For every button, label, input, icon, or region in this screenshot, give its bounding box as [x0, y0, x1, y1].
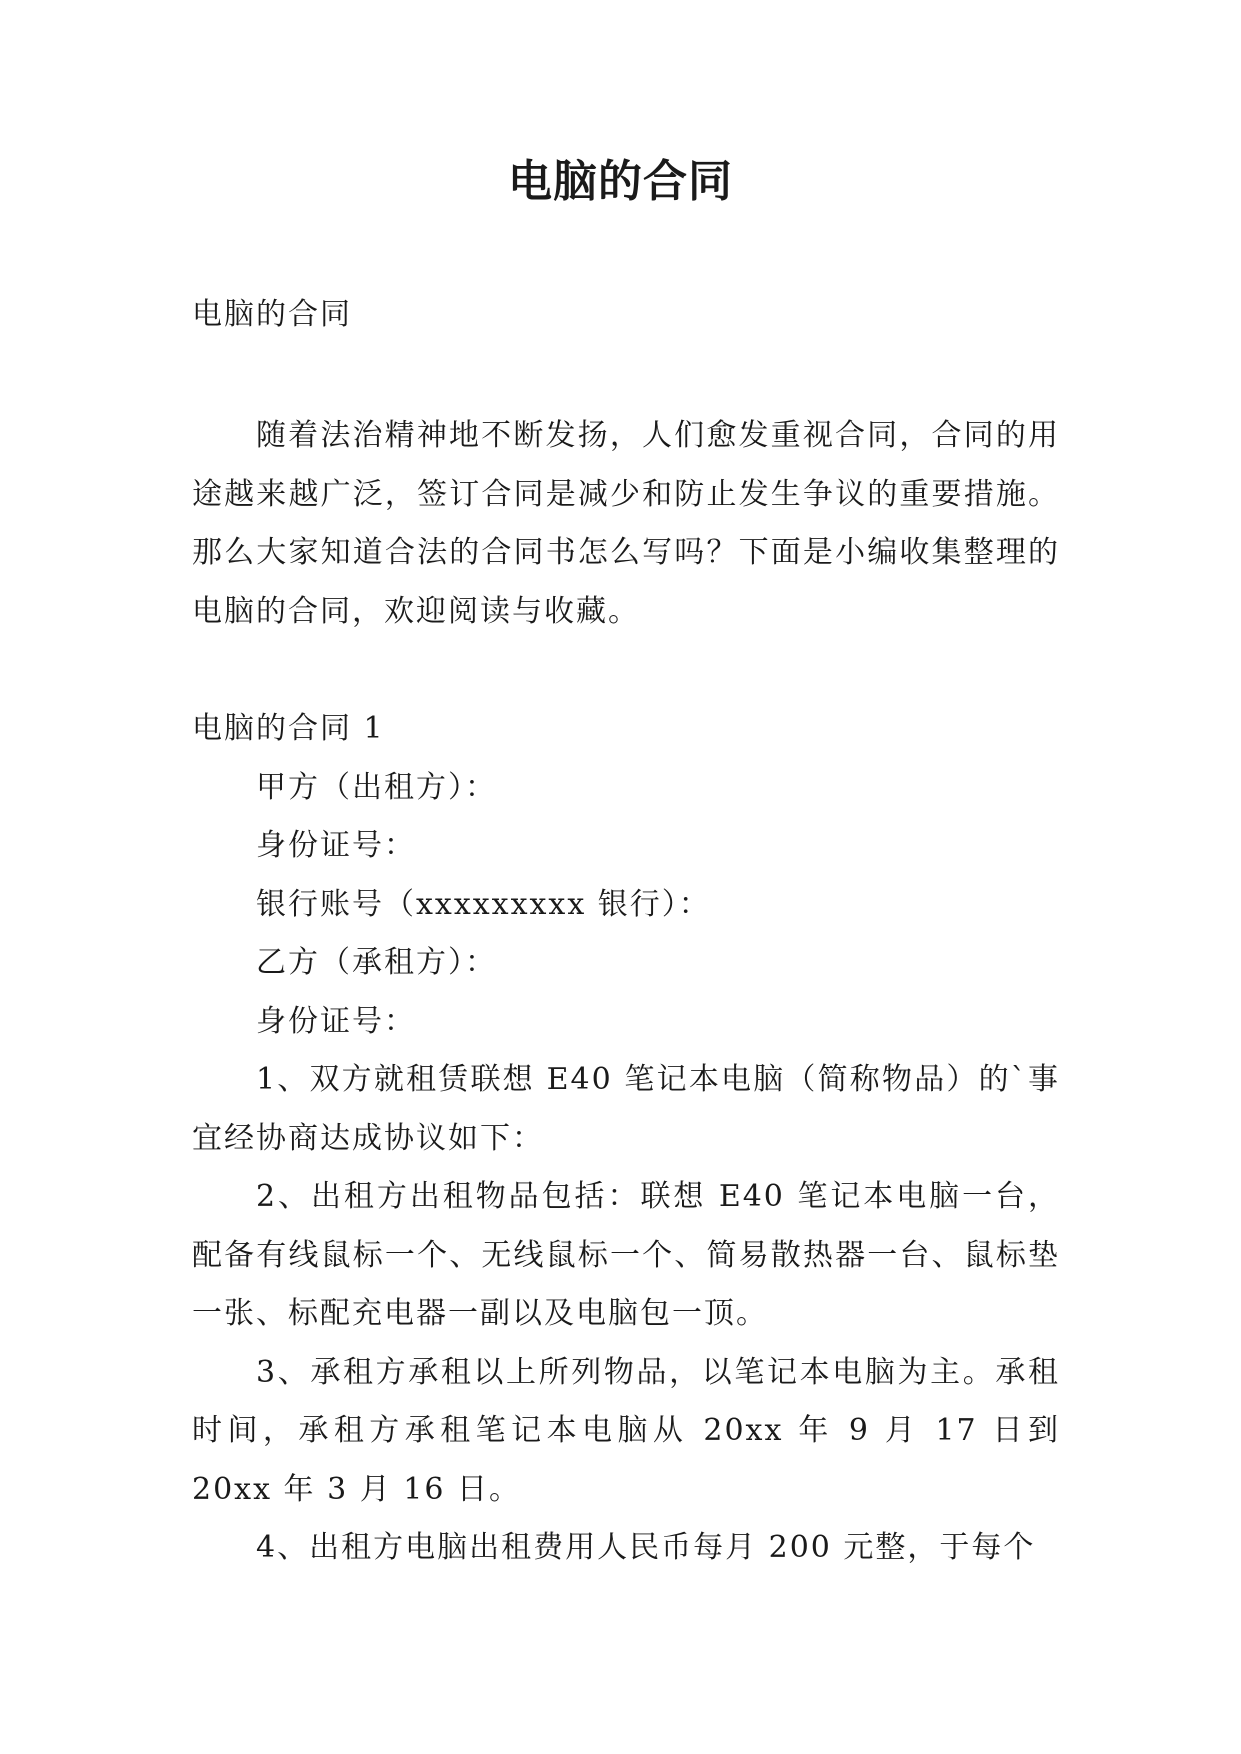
- party-a-id-line: 身份证号：: [256, 828, 416, 863]
- clause-1: 1、双方就租赁联想 E40 笔记本电脑（简称物品）的`事宜经协商达成协议如下：: [192, 1062, 1060, 1156]
- clause-2: 2、出租方出租物品包括：联想 E40 笔记本电脑一台，配备有线鼠标一个、无线鼠标一个、简易散热器一台、鼠标垫一张、标配充电器一副以及电脑包一顶。: [192, 1179, 1060, 1331]
- clause-4: 4、出租方电脑出租费用人民币每月 200 元整，于每个: [256, 1530, 1036, 1565]
- party-a-line: 甲方（出租方）：: [256, 769, 497, 805]
- clause-3: 3、承租方承租以上所列物品，以笔记本电脑为主。承租时间，承租方承租笔记本电脑从 20xx 年 9 月 17 日到 20xx 年 3 月 16 日。: [192, 1354, 1060, 1507]
- party-b-id-line: 身份证号：: [256, 1003, 416, 1039]
- document-subtitle: 电脑的合同: [192, 297, 352, 332]
- contract-body: [192, 700, 1060, 1578]
- bank-account-line: 银行账号（xxxxxxxxx 银行）：: [256, 886, 711, 922]
- party-b-line: 乙方（承租方）：: [256, 945, 497, 980]
- intro-paragraph: 随着法治精神地不断发扬，人们愈发重视合同，合同的用途越来越广泛，签订合同是减少和防止发生争议的重要措施。那么大家知道合法的合同书怎么写吗？下面是小编收集整理的电脑的合同，欢迎阅读与收藏。: [192, 418, 1060, 629]
- document-title: 电脑的合同: [508, 156, 733, 207]
- section-heading: 电脑的合同 1: [192, 711, 385, 746]
